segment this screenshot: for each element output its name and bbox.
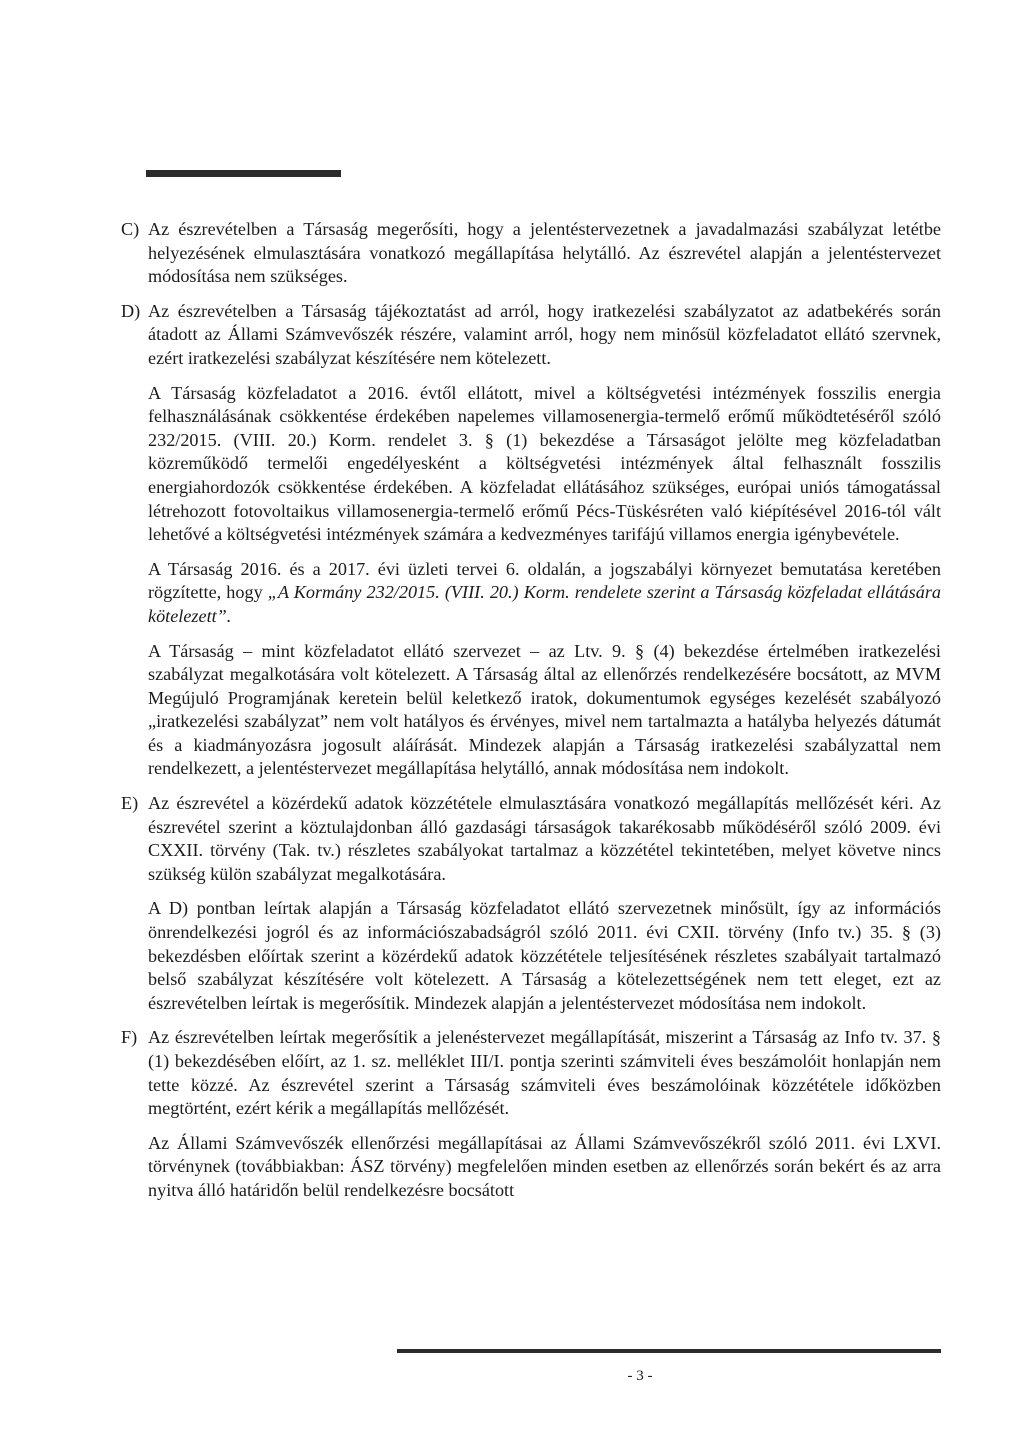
footer-rule — [397, 1349, 941, 1353]
section-e-paragraph-2: A D) pontban leírtak alapján a Társaság közfeladatot ellátó szervezetnek minősült, így az információs önrendelkezési jogról és az információszabadságról szóló 2011. évi CXII. törvény (Info tv.) 35. § (3) bekezdésben előírtak szerint a közérdekű adatok közzététele teljesítésének részletes szabályait tartalmazó belső szabályzat készítésére volt kötelezett. A Társaság a kötelezettségének nem tett eleget, ezt az észrevételben leírtak is megerősítik. Mindezek alapján a jelentéstervezet módosítása nem indokolt. — [148, 898, 941, 1013]
section-d-paragraph-3 — [148, 558, 941, 629]
section-f-paragraph-2: Az Állami Számvevőszék ellenőrzési megállapításai az Állami Számvevőszékről szóló 2011. évi LXVI. törvénynek (továbbiakban: ÁSZ törvény) megfelelően minden esetben az ellenőrzés során bekért és az arra nyitva álló határidőn belül rendelkezésre bocsátott — [148, 1132, 941, 1200]
section-c — [121, 218, 941, 289]
page-number: - 3 - — [627, 1368, 653, 1384]
section-d — [121, 300, 941, 781]
section-f-letter: F) — [121, 1027, 138, 1048]
header-rule — [146, 170, 341, 177]
section-f-paragraph-1: Az észrevételben leírtak megerősítik a jelenéstervezet megállapítását, miszerint a Társaság az Info tv. 37. § (1) bekezdésében előírt, az 1. sz. melléklet III/I. pontja szerinti számviteli éves beszámolóit honlapján nem tette közzé. Az észrevétel szerint a Társaság számviteli éves beszámolóinak közzététele időközben megtörtént, ezért kérik a megállapítás mellőzését. — [148, 1027, 941, 1119]
section-f — [121, 1026, 941, 1202]
section-d-paragraph-1: Az észrevételben a Társaság tájékoztatást ad arról, hogy iratkezelési szabályzatot az adatbekérés során átadott az Állami Számvevőszék részére, valamint arról, hogy nem minősül közfeladatot ellátó szervnek, ezért iratkezelési szabályzat készítésére nem kötelezett. — [148, 300, 941, 368]
section-e-letter: E) — [121, 793, 139, 814]
section-e — [121, 792, 941, 1015]
section-c-letter: C) — [121, 219, 140, 239]
section-d-letter: D) — [121, 300, 141, 321]
section-c-paragraph-1: Az észrevételben a Társaság megerősíti, hogy a jelentéstervezetnek a javadalmazási szabályzat letétbe helyezésének elmulasztására vonatkozó megállapítása helytálló. Az észrevétel alapján a jelentéstervezet módosítása nem szükséges. — [148, 219, 941, 287]
section-d-paragraph-3-lead: A Társaság 2016. és a 2017. évi üzleti tervei 6. oldalán, a jogszabályi környezet bemutatása keretében rögzítette, hogy — [148, 558, 941, 603]
document-body — [121, 218, 941, 1214]
section-d-paragraph-3-quote: „A Kormány 232/2015. (VIII. 20.) Korm. rendelete szerint a Társaság közfeladat ellátására kötelezett”. — [148, 582, 941, 626]
section-e-paragraph-1: Az észrevétel a közérdekű adatok közzététele elmulasztására vonatkozó megállapítás mellőzését kéri. Az észrevétel szerint a köztulajdonban álló gazdasági társaságok takarékosabb működéséről szóló 2009. évi CXXII. törvény (Tak. tv.) részletes szabályokat tartalmaz a közzététel tekintetében, melyet követve nincs szükség külön szabályzat megalkotására. — [148, 793, 941, 884]
section-d-paragraph-4: A Társaság – mint közfeladatot ellátó szervezet – az Ltv. 9. § (4) bekezdése értelmében iratkezelési szabályzat megalkotására volt kötelezett. A Társaság által az ellenőrzés rendelkezésére bocsátott, az MVM Megújuló Programjának keretein belül keletkező iratok, dokumentumok egységes kezelését szabályozó „iratkezelési szabályzat” nem volt hatályos és érvényes, mivel nem tartalmazta a hatályba helyezés dátumát és a kiadmányozásra jogosult aláírását. Mindezek alapján a Társaság iratkezelési szabályzattal nem rendelkezett, a jelentéstervezet megállapítása helytálló, annak módosítása nem indokolt. — [148, 640, 941, 779]
section-d-paragraph-2: A Társaság közfeladatot a 2016. évtől ellátott, mivel a költségvetési intézmények fosszilis energia felhasználásának csökkentése érdekében napelemes villamosenergia-termelő erőmű működtetéséről szóló 232/2015. (VIII. 20.) Korm. rendelet 3. § (1) bekezdése a Társaságot jelölte meg közfeladatban közreműködő termelői engedélyesként a költségvetési intézmények által felhasznált fosszilis energiahordozók csökkentése érdekében. A közfeladat ellátásához szükséges, európai uniós támogatással létrehozott fotovoltaikus villamosenergia-termelő erőmű Pécs-Tüskésréten való kiépítésével 2016-tól vált lehetővé a költségvetési intézmények számára a kedvezményes tarifájú villamos energia igénybevétele. — [148, 382, 941, 545]
